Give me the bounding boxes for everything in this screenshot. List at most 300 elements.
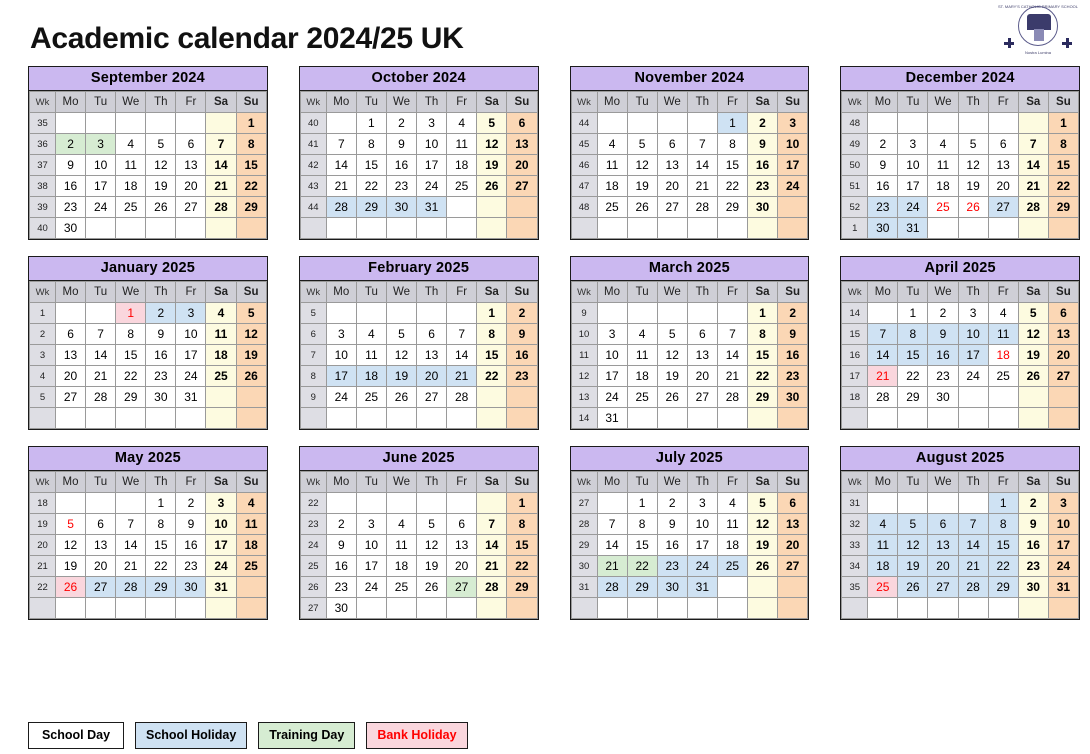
- day-cell: [868, 598, 898, 619]
- day-cell: 12: [958, 155, 988, 176]
- week-row: [571, 155, 808, 176]
- day-cell: [627, 408, 657, 429]
- day-cell: 12: [146, 155, 176, 176]
- day-cell: [176, 408, 206, 429]
- day-cell: [236, 408, 266, 429]
- day-cell: 1: [627, 493, 657, 514]
- day-cell: 14: [597, 535, 627, 556]
- day-cell: 16: [1018, 535, 1048, 556]
- day-cell: 22: [236, 176, 266, 197]
- day-cell: 5: [417, 514, 447, 535]
- day-cell: 10: [898, 155, 928, 176]
- day-cell: 29: [898, 387, 928, 408]
- day-cell: [627, 303, 657, 324]
- day-cell: 19: [898, 556, 928, 577]
- week-number-cell: 14: [842, 303, 868, 324]
- day-cell: 14: [958, 535, 988, 556]
- day-cell: 5: [627, 134, 657, 155]
- week-row: [842, 218, 1079, 239]
- week-number-header: Wk: [842, 282, 868, 303]
- day-cell: 10: [597, 345, 627, 366]
- day-cell: 24: [687, 556, 717, 577]
- day-cell: [687, 598, 717, 619]
- weekday-header: We: [116, 472, 146, 493]
- day-cell: [778, 218, 808, 239]
- day-cell: 18: [356, 366, 386, 387]
- day-cell: [447, 493, 477, 514]
- week-row: [300, 408, 537, 429]
- day-cell: [417, 408, 447, 429]
- legend-item: Training Day: [258, 722, 355, 749]
- day-cell: 26: [56, 577, 86, 598]
- day-cell: 2: [326, 514, 356, 535]
- day-cell: 11: [236, 514, 266, 535]
- week-number-cell: 12: [571, 366, 597, 387]
- day-cell: 3: [1048, 493, 1078, 514]
- week-row: [571, 176, 808, 197]
- day-cell: 10: [326, 345, 356, 366]
- day-cell: [747, 408, 777, 429]
- day-cell: 6: [778, 493, 808, 514]
- day-cell: 14: [116, 535, 146, 556]
- month-block: [840, 256, 1080, 430]
- day-cell: 20: [928, 556, 958, 577]
- weekday-header: Su: [1048, 472, 1078, 493]
- month-table: [300, 471, 538, 619]
- day-cell: 14: [447, 345, 477, 366]
- day-cell: [898, 113, 928, 134]
- week-number-cell: 7: [300, 345, 326, 366]
- day-cell: 4: [447, 113, 477, 134]
- weekday-header: Tu: [627, 92, 657, 113]
- week-number-cell: 35: [842, 577, 868, 598]
- day-cell: 19: [56, 556, 86, 577]
- week-number-header: Wk: [842, 472, 868, 493]
- day-cell: [326, 218, 356, 239]
- week-row: [571, 535, 808, 556]
- day-cell: 30: [56, 218, 86, 239]
- day-cell: 5: [146, 134, 176, 155]
- week-number-header: Wk: [300, 282, 326, 303]
- week-number-cell: 35: [30, 113, 56, 134]
- month-block: [840, 66, 1080, 240]
- month-block: [299, 256, 539, 430]
- day-cell: 20: [507, 155, 537, 176]
- weekday-header: Sa: [747, 472, 777, 493]
- week-row: [30, 408, 267, 429]
- day-cell: [56, 598, 86, 619]
- day-cell: 4: [928, 134, 958, 155]
- day-cell: 24: [206, 556, 236, 577]
- day-cell: 31: [176, 387, 206, 408]
- day-cell: 21: [687, 176, 717, 197]
- day-cell: 3: [687, 493, 717, 514]
- day-cell: 9: [386, 134, 416, 155]
- day-cell: 19: [146, 176, 176, 197]
- day-cell: [898, 493, 928, 514]
- day-cell: 16: [868, 176, 898, 197]
- day-cell: [868, 408, 898, 429]
- day-cell: 29: [1048, 197, 1078, 218]
- day-cell: 12: [386, 345, 416, 366]
- page-title: Academic calendar 2024/25 UK: [30, 22, 464, 55]
- week-number-cell: 5: [300, 303, 326, 324]
- day-cell: [417, 303, 447, 324]
- month-table: [841, 281, 1079, 429]
- day-cell: 14: [206, 155, 236, 176]
- day-cell: [477, 197, 507, 218]
- day-cell: 8: [507, 514, 537, 535]
- day-cell: 15: [477, 345, 507, 366]
- day-cell: [988, 387, 1018, 408]
- day-cell: 28: [868, 387, 898, 408]
- day-cell: 9: [56, 155, 86, 176]
- day-cell: 11: [447, 134, 477, 155]
- week-number-cell: 16: [842, 345, 868, 366]
- day-cell: [356, 493, 386, 514]
- week-number-header: Wk: [300, 472, 326, 493]
- week-number-cell: 49: [842, 134, 868, 155]
- day-cell: [86, 303, 116, 324]
- day-cell: 21: [206, 176, 236, 197]
- weekday-header: Su: [507, 92, 537, 113]
- day-cell: 27: [778, 556, 808, 577]
- month-block: [299, 66, 539, 240]
- week-row: [842, 493, 1079, 514]
- day-cell: 31: [417, 197, 447, 218]
- day-cell: 1: [477, 303, 507, 324]
- day-cell: 21: [868, 366, 898, 387]
- week-number-cell: 17: [842, 366, 868, 387]
- day-cell: 5: [56, 514, 86, 535]
- weekday-header: Su: [236, 282, 266, 303]
- weekday-header: We: [928, 282, 958, 303]
- day-cell: [958, 598, 988, 619]
- week-row: [842, 514, 1079, 535]
- day-cell: 19: [657, 366, 687, 387]
- day-cell: 23: [778, 366, 808, 387]
- day-cell: 23: [386, 176, 416, 197]
- weekday-header: We: [386, 92, 416, 113]
- day-cell: [687, 218, 717, 239]
- week-row: [571, 303, 808, 324]
- day-cell: [597, 113, 627, 134]
- month-table: [841, 91, 1079, 239]
- day-cell: 10: [778, 134, 808, 155]
- day-cell: 8: [898, 324, 928, 345]
- weekday-header: Sa: [477, 472, 507, 493]
- weekday-header: Th: [417, 92, 447, 113]
- week-number-cell: 25: [300, 556, 326, 577]
- day-cell: 21: [477, 556, 507, 577]
- week-row: [30, 514, 267, 535]
- day-cell: 27: [988, 197, 1018, 218]
- day-cell: 11: [116, 155, 146, 176]
- day-cell: 5: [898, 514, 928, 535]
- day-cell: 25: [988, 366, 1018, 387]
- day-cell: 2: [868, 134, 898, 155]
- day-cell: 6: [687, 324, 717, 345]
- weekday-header: Mo: [56, 282, 86, 303]
- day-cell: 16: [326, 556, 356, 577]
- week-number-cell: 44: [300, 197, 326, 218]
- week-number-cell: 10: [571, 324, 597, 345]
- day-cell: [116, 493, 146, 514]
- week-number-cell: 11: [571, 345, 597, 366]
- week-number-cell: 27: [571, 493, 597, 514]
- day-cell: 13: [176, 155, 206, 176]
- day-cell: 6: [417, 324, 447, 345]
- week-row: [30, 598, 267, 619]
- day-cell: [657, 113, 687, 134]
- day-cell: [928, 598, 958, 619]
- week-row: [571, 577, 808, 598]
- day-cell: 30: [657, 577, 687, 598]
- day-cell: 24: [1048, 556, 1078, 577]
- day-cell: [477, 493, 507, 514]
- day-cell: 25: [386, 577, 416, 598]
- day-cell: 27: [1048, 366, 1078, 387]
- weekday-header: Mo: [56, 472, 86, 493]
- week-number-cell: 13: [571, 387, 597, 408]
- day-cell: 8: [988, 514, 1018, 535]
- week-number-cell: 43: [300, 176, 326, 197]
- day-cell: 8: [116, 324, 146, 345]
- day-cell: 25: [447, 176, 477, 197]
- day-cell: 4: [356, 324, 386, 345]
- day-cell: 15: [356, 155, 386, 176]
- day-cell: [176, 113, 206, 134]
- day-cell: [1048, 218, 1078, 239]
- weekday-header: Sa: [206, 472, 236, 493]
- weekday-header: Tu: [86, 472, 116, 493]
- month-title: June 2025: [300, 447, 538, 471]
- day-cell: 2: [928, 303, 958, 324]
- legend-item: School Holiday: [135, 722, 247, 749]
- week-number-cell: 28: [571, 514, 597, 535]
- day-cell: 11: [356, 345, 386, 366]
- legend-item: Bank Holiday: [366, 722, 467, 749]
- day-cell: 28: [597, 577, 627, 598]
- day-cell: 2: [56, 134, 86, 155]
- day-cell: 18: [868, 556, 898, 577]
- day-cell: 8: [356, 134, 386, 155]
- weekday-header: Su: [1048, 282, 1078, 303]
- day-cell: 19: [1018, 345, 1048, 366]
- day-cell: 21: [958, 556, 988, 577]
- weekday-header: Mo: [597, 282, 627, 303]
- day-cell: 27: [928, 577, 958, 598]
- day-cell: 13: [417, 345, 447, 366]
- day-cell: [356, 598, 386, 619]
- day-cell: 19: [236, 345, 266, 366]
- week-row: [571, 218, 808, 239]
- day-cell: 6: [657, 134, 687, 155]
- day-cell: [176, 598, 206, 619]
- week-number-cell: 18: [30, 493, 56, 514]
- day-cell: 7: [447, 324, 477, 345]
- day-cell: [56, 408, 86, 429]
- day-cell: 15: [1048, 155, 1078, 176]
- months-grid: [28, 66, 1080, 636]
- day-cell: 3: [176, 303, 206, 324]
- weekday-header: Su: [778, 92, 808, 113]
- day-cell: 14: [868, 345, 898, 366]
- day-cell: 28: [116, 577, 146, 598]
- day-cell: 8: [717, 134, 747, 155]
- week-number-header: Wk: [571, 472, 597, 493]
- day-cell: [1018, 387, 1048, 408]
- week-number-cell: 1: [30, 303, 56, 324]
- day-cell: 11: [868, 535, 898, 556]
- weekday-header: Sa: [477, 282, 507, 303]
- day-cell: 20: [86, 556, 116, 577]
- day-cell: [447, 218, 477, 239]
- day-cell: [1018, 218, 1048, 239]
- day-cell: [958, 493, 988, 514]
- weekday-header: We: [657, 472, 687, 493]
- week-row: [842, 535, 1079, 556]
- day-cell: 16: [176, 535, 206, 556]
- week-number-cell: 6: [300, 324, 326, 345]
- day-cell: [206, 408, 236, 429]
- day-cell: 3: [86, 134, 116, 155]
- day-cell: 27: [447, 577, 477, 598]
- day-cell: 1: [747, 303, 777, 324]
- day-cell: 24: [326, 387, 356, 408]
- day-cell: 23: [747, 176, 777, 197]
- week-number-cell: 44: [571, 113, 597, 134]
- day-cell: 18: [447, 155, 477, 176]
- weekday-header: Fr: [988, 92, 1018, 113]
- week-number-cell: 32: [842, 514, 868, 535]
- weekday-header: Fr: [176, 282, 206, 303]
- day-cell: 28: [958, 577, 988, 598]
- day-cell: 17: [1048, 535, 1078, 556]
- months-row: [28, 256, 1080, 430]
- day-cell: [988, 113, 1018, 134]
- weekday-header: Th: [146, 282, 176, 303]
- day-cell: 8: [747, 324, 777, 345]
- day-cell: [206, 113, 236, 134]
- week-number-cell: 15: [842, 324, 868, 345]
- day-cell: 4: [597, 134, 627, 155]
- day-cell: 5: [747, 493, 777, 514]
- week-number-cell: 20: [30, 535, 56, 556]
- day-cell: 3: [206, 493, 236, 514]
- day-cell: 31: [898, 218, 928, 239]
- day-cell: 22: [627, 556, 657, 577]
- day-cell: 1: [898, 303, 928, 324]
- day-cell: 13: [507, 134, 537, 155]
- day-cell: 28: [687, 197, 717, 218]
- day-cell: 7: [687, 134, 717, 155]
- week-row: [571, 113, 808, 134]
- week-row: [30, 493, 267, 514]
- week-row: [842, 577, 1079, 598]
- day-cell: 22: [356, 176, 386, 197]
- day-cell: 30: [386, 197, 416, 218]
- day-cell: 26: [1018, 366, 1048, 387]
- day-cell: [597, 598, 627, 619]
- week-number-cell: 8: [300, 366, 326, 387]
- day-cell: 17: [687, 535, 717, 556]
- day-cell: 24: [597, 387, 627, 408]
- day-cell: 30: [747, 197, 777, 218]
- day-cell: [868, 303, 898, 324]
- week-number-cell: 48: [842, 113, 868, 134]
- day-cell: 31: [206, 577, 236, 598]
- day-cell: 12: [747, 514, 777, 535]
- weekday-header: Mo: [868, 282, 898, 303]
- week-row: [571, 324, 808, 345]
- week-number-cell: 4: [30, 366, 56, 387]
- day-cell: [988, 408, 1018, 429]
- day-cell: 19: [747, 535, 777, 556]
- day-cell: 31: [597, 408, 627, 429]
- day-cell: 6: [928, 514, 958, 535]
- week-number-cell: [300, 218, 326, 239]
- day-cell: 7: [116, 514, 146, 535]
- week-number-cell: 50: [842, 155, 868, 176]
- week-row: [30, 324, 267, 345]
- day-cell: 5: [657, 324, 687, 345]
- day-cell: [417, 598, 447, 619]
- weekday-header: Mo: [868, 472, 898, 493]
- weekday-header: Sa: [1018, 92, 1048, 113]
- week-row: [571, 345, 808, 366]
- day-cell: [988, 218, 1018, 239]
- day-cell: 22: [477, 366, 507, 387]
- day-cell: 30: [176, 577, 206, 598]
- weekday-header: Th: [146, 472, 176, 493]
- day-cell: 6: [1048, 303, 1078, 324]
- day-cell: 11: [627, 345, 657, 366]
- month-table: [29, 91, 267, 239]
- day-cell: 17: [326, 366, 356, 387]
- day-cell: 9: [146, 324, 176, 345]
- day-cell: 21: [116, 556, 146, 577]
- day-cell: 13: [1048, 324, 1078, 345]
- day-cell: 16: [146, 345, 176, 366]
- month-block: [570, 66, 810, 240]
- day-cell: 24: [778, 176, 808, 197]
- day-cell: 25: [868, 577, 898, 598]
- week-number-header: Wk: [300, 92, 326, 113]
- day-cell: [717, 408, 747, 429]
- day-cell: 17: [206, 535, 236, 556]
- day-cell: 8: [146, 514, 176, 535]
- day-cell: 19: [417, 556, 447, 577]
- day-cell: [687, 303, 717, 324]
- day-cell: 6: [56, 324, 86, 345]
- week-row: [300, 556, 537, 577]
- day-cell: 27: [176, 197, 206, 218]
- day-cell: [176, 218, 206, 239]
- day-cell: 17: [176, 345, 206, 366]
- day-cell: [1018, 408, 1048, 429]
- weekday-header: Mo: [597, 92, 627, 113]
- weekday-header: Fr: [988, 282, 1018, 303]
- week-row: [30, 155, 267, 176]
- day-cell: 23: [326, 577, 356, 598]
- day-cell: [868, 113, 898, 134]
- day-cell: 9: [868, 155, 898, 176]
- week-number-cell: [30, 598, 56, 619]
- weekday-header: Sa: [747, 282, 777, 303]
- day-cell: 12: [236, 324, 266, 345]
- day-cell: [386, 408, 416, 429]
